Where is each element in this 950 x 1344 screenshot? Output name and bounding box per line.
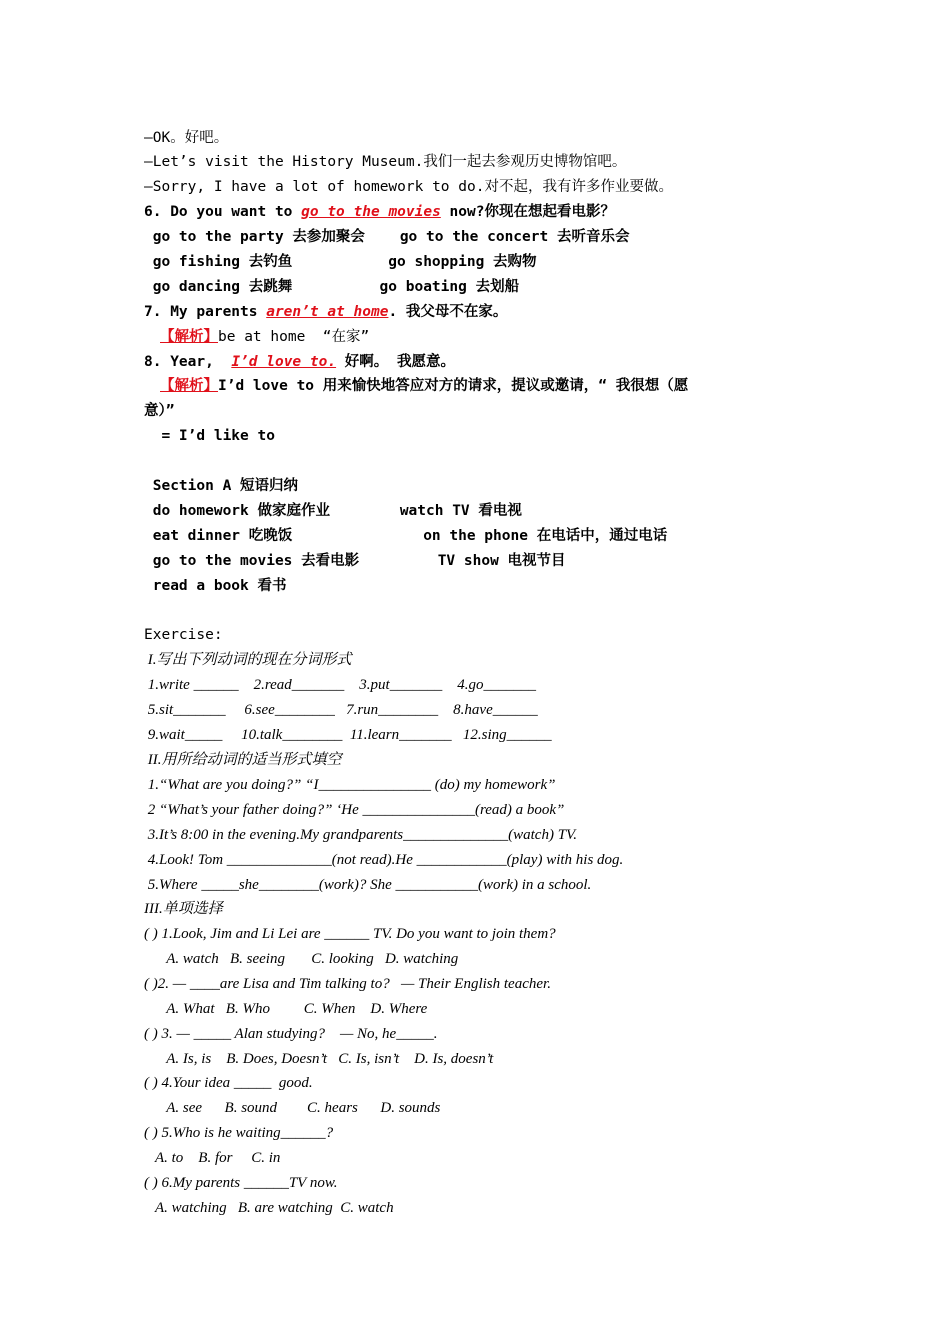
part3-line: ( ) 6.My parents ______TV now. bbox=[144, 1175, 338, 1191]
item-8-note-eq: = I’d like to bbox=[144, 428, 275, 444]
part1-line: 9.wait_____ 10.talk________ 11.learn_______ 12.sing______ bbox=[144, 727, 552, 743]
part3-line: A. watch B. seeing C. looking D. watching bbox=[144, 951, 459, 967]
part1-line: 1.write ______ 2.read_______ 3.put_______ 4.go_______ bbox=[144, 677, 536, 693]
part3-line: A. Is, is B. Does, Doesn’t C. Is, isn’t D. Is, doesn’t bbox=[144, 1051, 494, 1067]
analysis-tag: 【解析】 bbox=[160, 329, 218, 345]
part3-line: ( ) 1.Look, Jim and Li Lei are ______ TV. Do you want to join them? bbox=[144, 926, 556, 942]
section-line: do homework 做家庭作业 watch TV 看电视 bbox=[144, 503, 522, 519]
part3-line: A. see B. sound C. hears D. sounds bbox=[144, 1100, 441, 1116]
part2-line: 2 “What’s your father doing?” ‘He _______________(read) a book” bbox=[144, 802, 565, 818]
item-7-note: 【解析】be at home “在家” bbox=[160, 329, 370, 345]
part3-line: ( ) 5.Who is he waiting______? bbox=[144, 1125, 334, 1141]
answer-6: go to the movies bbox=[301, 204, 441, 220]
dialog-line: —Sorry, I have a lot of homework to do.对不起，我有许多作业要做。 bbox=[144, 179, 673, 195]
dialog-line: —OK。好吧。 bbox=[144, 130, 229, 146]
item-8-note-cont: 意）” bbox=[144, 403, 175, 419]
analysis-tag: 【解析】 bbox=[160, 378, 218, 394]
part1-line: 5.sit_______ 6.see________ 7.run________ 8.have______ bbox=[144, 702, 538, 718]
exercise-title: Exercise: bbox=[144, 627, 223, 643]
part3-line: A. watching B. are watching C. watch bbox=[144, 1200, 394, 1216]
part1-title: I.写出下列动词的现在分词形式 bbox=[144, 652, 352, 668]
part2-line: 5.Where _____she________(work)? She ___________(work) in a school. bbox=[144, 877, 592, 893]
part3-title: III.单项选择 bbox=[144, 901, 223, 917]
phrase-line: go fishing 去钓鱼 go shopping 去购物 bbox=[144, 254, 537, 270]
item-8-note: 【解析】I’d love to 用来愉快地答应对方的请求，提议或邀请，“ 我很想（愿 bbox=[160, 378, 689, 394]
part2-line: 3.It’s 8:00 in the evening.My grandparents______________(watch) TV. bbox=[144, 827, 578, 843]
part3-line: A. to B. for C. in bbox=[144, 1150, 281, 1166]
section-line: eat dinner 吃晚饭 on the phone 在电话中，通过电话 bbox=[144, 528, 668, 544]
part2-title: II.用所给动词的适当形式填空 bbox=[144, 752, 342, 768]
item-8: 8. Year, I’d love to. 好啊。 我愿意。 bbox=[144, 354, 456, 370]
part3-line: ( )2. — ____are Lisa and Tim talking to? — Their English teacher. bbox=[144, 976, 551, 992]
answer-8: I’d love to. bbox=[231, 354, 337, 370]
part2-line: 1.“What are you doing?” “I_______________ (do) my homework” bbox=[144, 777, 556, 793]
section-title: Section A 短语归纳 bbox=[144, 478, 299, 494]
part3-line: ( ) 4.Your idea _____ good. bbox=[144, 1075, 313, 1091]
item-6: 6. Do you want to go to the movies now?你现在想起看电影？ bbox=[144, 204, 615, 220]
part2-line: 4.Look! Tom ______________(not read).He ____________(play) with his dog. bbox=[144, 852, 624, 868]
phrase-line: go to the party 去参加聚会 go to the concert 去听音乐会 bbox=[144, 229, 630, 245]
part3-line: A. What B. Who C. When D. Where bbox=[144, 1001, 428, 1017]
section-line: read a book 看书 bbox=[144, 578, 287, 594]
answer-7: aren’t at home bbox=[266, 304, 389, 320]
section-line: go to the movies 去看电影 TV show 电视节目 bbox=[144, 553, 566, 569]
part3-line: ( ) 3. — _____ Alan studying? — No, he_____. bbox=[144, 1026, 438, 1042]
phrase-line: go dancing 去跳舞 go boating 去划船 bbox=[144, 279, 520, 295]
item-7: 7. My parents aren’t at home. 我父母不在家。 bbox=[144, 304, 508, 320]
dialog-line: —Let’s visit the History Museum.我们一起去参观历史博物馆吧。 bbox=[144, 154, 627, 170]
